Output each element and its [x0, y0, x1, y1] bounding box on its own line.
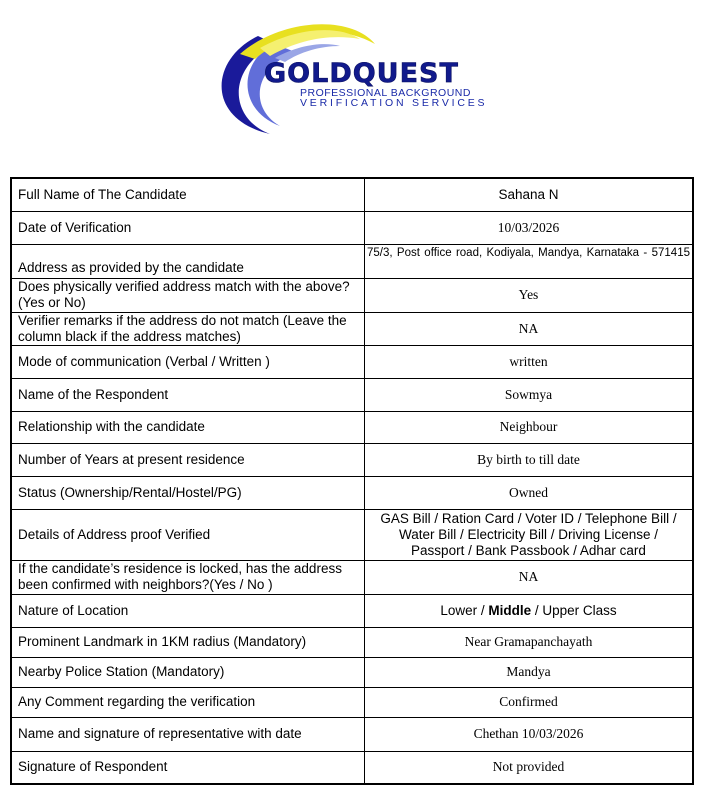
- row-label: If the candidate’s residence is locked, has the address been confirmed with neighbors?(Yes / No ): [11, 560, 365, 594]
- row-value: Not provided: [365, 751, 694, 784]
- row-label: Address as provided by the candidate: [11, 244, 365, 278]
- brand-name: GOLDQUEST: [264, 58, 459, 89]
- table-row: [11, 443, 693, 476]
- table-row: [11, 717, 693, 751]
- row-value: Chethan 10/03/2026: [365, 717, 694, 751]
- company-logo: [200, 14, 510, 142]
- table-row: [11, 345, 693, 378]
- row-value: NA: [365, 560, 694, 594]
- row-label: Number of Years at present residence: [11, 443, 365, 476]
- nature-of-location-value: [365, 594, 694, 627]
- row-label: Signature of Respondent: [11, 751, 365, 784]
- table-row: [11, 244, 693, 278]
- brand-tagline-2: VERIFICATION SERVICES: [300, 97, 488, 109]
- location-option-selected: Middle: [488, 602, 532, 618]
- row-value: Near Gramapanchayath: [365, 627, 694, 657]
- row-value: Mandya: [365, 657, 694, 687]
- table-row: [11, 560, 693, 594]
- table-row: [11, 751, 693, 784]
- table-row: [11, 657, 693, 687]
- row-value: Confirmed: [365, 687, 694, 717]
- table-row: [11, 178, 693, 211]
- table-row: [11, 627, 693, 657]
- row-label: Date of Verification: [11, 211, 365, 244]
- table-row: [11, 509, 693, 560]
- table-row: [11, 687, 693, 717]
- location-option-lower: Lower /: [440, 602, 489, 618]
- table-row: [11, 378, 693, 411]
- row-label: Details of Address proof Verified: [11, 509, 365, 560]
- row-label: Relationship with the candidate: [11, 411, 365, 443]
- row-value: Yes: [365, 278, 694, 312]
- table-row: [11, 594, 693, 627]
- verification-table: [10, 177, 694, 785]
- row-label: Name and signature of representative with date: [11, 717, 365, 751]
- row-value: Owned: [365, 476, 694, 509]
- row-value: 75/3, Post office road, Kodiyala, Mandya, Karnataka - 571415: [365, 244, 694, 278]
- table-row: [11, 211, 693, 244]
- table-row: [11, 411, 693, 443]
- table-row: [11, 312, 693, 345]
- row-value: 10/03/2026: [365, 211, 694, 244]
- row-label: Mode of communication (Verbal / Written ): [11, 345, 365, 378]
- table-row: [11, 278, 693, 312]
- row-value: By birth to till date: [365, 443, 694, 476]
- row-value: NA: [365, 312, 694, 345]
- row-label: Nature of Location: [11, 594, 365, 627]
- row-value: Sowmya: [365, 378, 694, 411]
- row-value: Neighbour: [365, 411, 694, 443]
- row-value: Sahana N: [365, 178, 694, 211]
- row-label: Name of the Respondent: [11, 378, 365, 411]
- table-row: [11, 476, 693, 509]
- row-label: Status (Ownership/Rental/Hostel/PG): [11, 476, 365, 509]
- row-value: GAS Bill / Ration Card / Voter ID / Telephone Bill / Water Bill / Electricity Bill / Driving License / Passport / Bank Passbook / Adhar card: [365, 509, 694, 560]
- row-label: Does physically verified address match with the above? (Yes or No): [11, 278, 365, 312]
- row-label: Full Name of The Candidate: [11, 178, 365, 211]
- brand-tagline-1: PROFESSIONAL BACKGROUND: [300, 87, 471, 99]
- row-value: written: [365, 345, 694, 378]
- row-label: Any Comment regarding the verification: [11, 687, 365, 717]
- row-label: Prominent Landmark in 1KM radius (Mandatory): [11, 627, 365, 657]
- row-label: Verifier remarks if the address do not match (Leave the column black if the address matches): [11, 312, 365, 345]
- location-option-upper: / Upper Class: [531, 602, 617, 618]
- row-label: Nearby Police Station (Mandatory): [11, 657, 365, 687]
